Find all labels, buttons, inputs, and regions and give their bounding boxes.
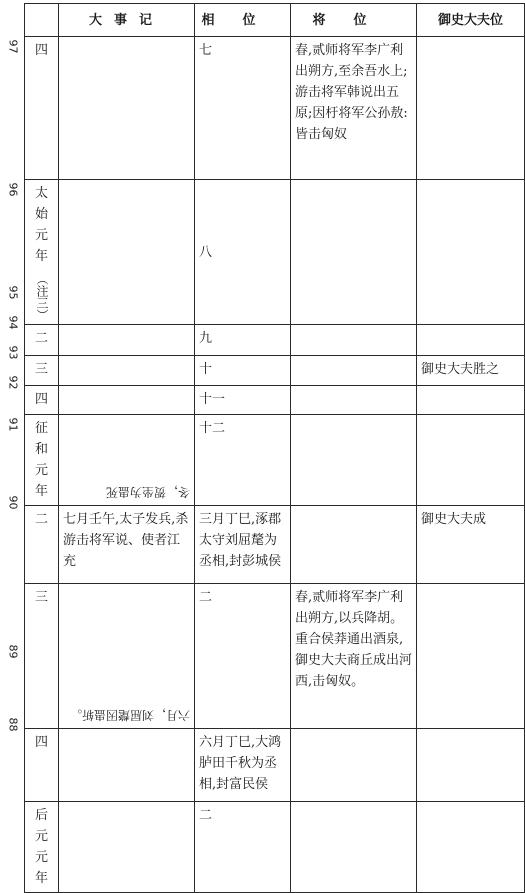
event-cell — [59, 180, 195, 325]
censor-cell — [417, 37, 525, 180]
censor-cell — [417, 415, 525, 506]
censor-cell — [417, 584, 525, 729]
censor-header: 御史大夫位 — [417, 4, 525, 37]
chancellor-cell: 二 — [195, 802, 291, 893]
year-note: （注三） — [35, 273, 49, 321]
year-cell: 三 — [25, 584, 59, 729]
year-cell: 征和元年 — [25, 415, 59, 506]
year-cell: 四 — [25, 729, 59, 802]
year-number: 96 — [6, 182, 20, 197]
chancellor-cell: 八 — [195, 180, 291, 325]
general-cell: 春,贰师将军李广利出朔方,至余吾水上;游击将军韩说出五原;因杅将军公孙敖:皆击匈奴 — [291, 37, 417, 180]
year-text: 太始元年 — [34, 186, 48, 264]
chancellor-cell: 十 — [195, 356, 291, 386]
event-header: 大事记 — [59, 4, 195, 37]
table-row — [25, 802, 525, 893]
event-cell — [59, 356, 195, 386]
censor-cell — [417, 802, 525, 893]
censor-cell — [417, 729, 525, 802]
event-cell — [59, 325, 195, 356]
table-row — [25, 584, 525, 729]
general-cell — [291, 729, 417, 802]
table-row — [25, 415, 525, 506]
header-row — [25, 4, 525, 37]
year-cell: 二 — [25, 506, 59, 584]
chancellor-cell: 十二 — [195, 415, 291, 506]
year-cell: 三 — [25, 356, 59, 386]
general-cell — [291, 802, 417, 893]
inverted-event-text: 六月，刘屈氂因蛊斩。 — [69, 708, 190, 722]
event-cell — [59, 37, 195, 180]
event-cell — [59, 802, 195, 893]
censor-cell — [417, 325, 525, 356]
general-header: 将位 — [291, 4, 417, 37]
table-row — [25, 180, 525, 325]
general-cell — [291, 325, 417, 356]
table-row — [25, 37, 525, 180]
table-row — [25, 356, 525, 386]
chronology-table — [24, 3, 525, 893]
year-cell: 后元元年 — [25, 802, 59, 893]
year-number: 95 — [6, 285, 20, 300]
general-cell — [291, 415, 417, 506]
general-cell — [291, 386, 417, 415]
event-cell — [59, 729, 195, 802]
censor-cell — [417, 180, 525, 325]
event-cell — [59, 584, 195, 729]
event-cell — [59, 386, 195, 415]
year-cell: 二 — [25, 325, 59, 356]
year-number: 93 — [6, 345, 20, 360]
general-cell — [291, 506, 417, 584]
year-number: 89 — [6, 644, 20, 659]
general-cell: 春,贰师将军李广利出朔方,以兵降胡。重合侯莽通出酒泉,御史大夫商丘成出河西,击匈奴。 — [291, 584, 417, 729]
table-row — [25, 325, 525, 356]
year-number: 88 — [6, 717, 20, 732]
general-cell — [291, 180, 417, 325]
year-cell: 四 — [25, 386, 59, 415]
year-number: 97 — [6, 39, 20, 54]
year-number: 90 — [6, 495, 20, 510]
year-header — [25, 4, 59, 37]
chancellor-header: 相位 — [195, 4, 291, 37]
general-cell — [291, 356, 417, 386]
table-row — [25, 506, 525, 584]
year-number: 92 — [6, 375, 20, 390]
chancellor-cell: 九 — [195, 325, 291, 356]
inverted-event-text: 冬，贺坐为蛊死 — [105, 485, 190, 499]
chancellor-cell: 二 — [195, 584, 291, 729]
censor-cell: 御史大夫成 — [417, 506, 525, 584]
event-cell: 七月壬午,太子发兵,杀游击将军说、使者江充 — [59, 506, 195, 584]
year-number: 94 — [6, 315, 20, 330]
chancellor-cell: 三月丁巳,涿郡太守刘屈氂为丞相,封彭城侯 — [195, 506, 291, 584]
chancellor-cell: 六月丁巳,大鸿胪田千秋为丞相,封富民侯 — [195, 729, 291, 802]
event-cell — [59, 415, 195, 506]
chancellor-cell: 十一 — [195, 386, 291, 415]
table-row — [25, 729, 525, 802]
table-row — [25, 386, 525, 415]
year-number: 91 — [6, 417, 20, 432]
chancellor-cell: 七 — [195, 37, 291, 180]
censor-cell — [417, 386, 525, 415]
censor-cell: 御史大夫胜之 — [417, 356, 525, 386]
year-cell — [25, 180, 59, 325]
year-cell: 四 — [25, 37, 59, 180]
